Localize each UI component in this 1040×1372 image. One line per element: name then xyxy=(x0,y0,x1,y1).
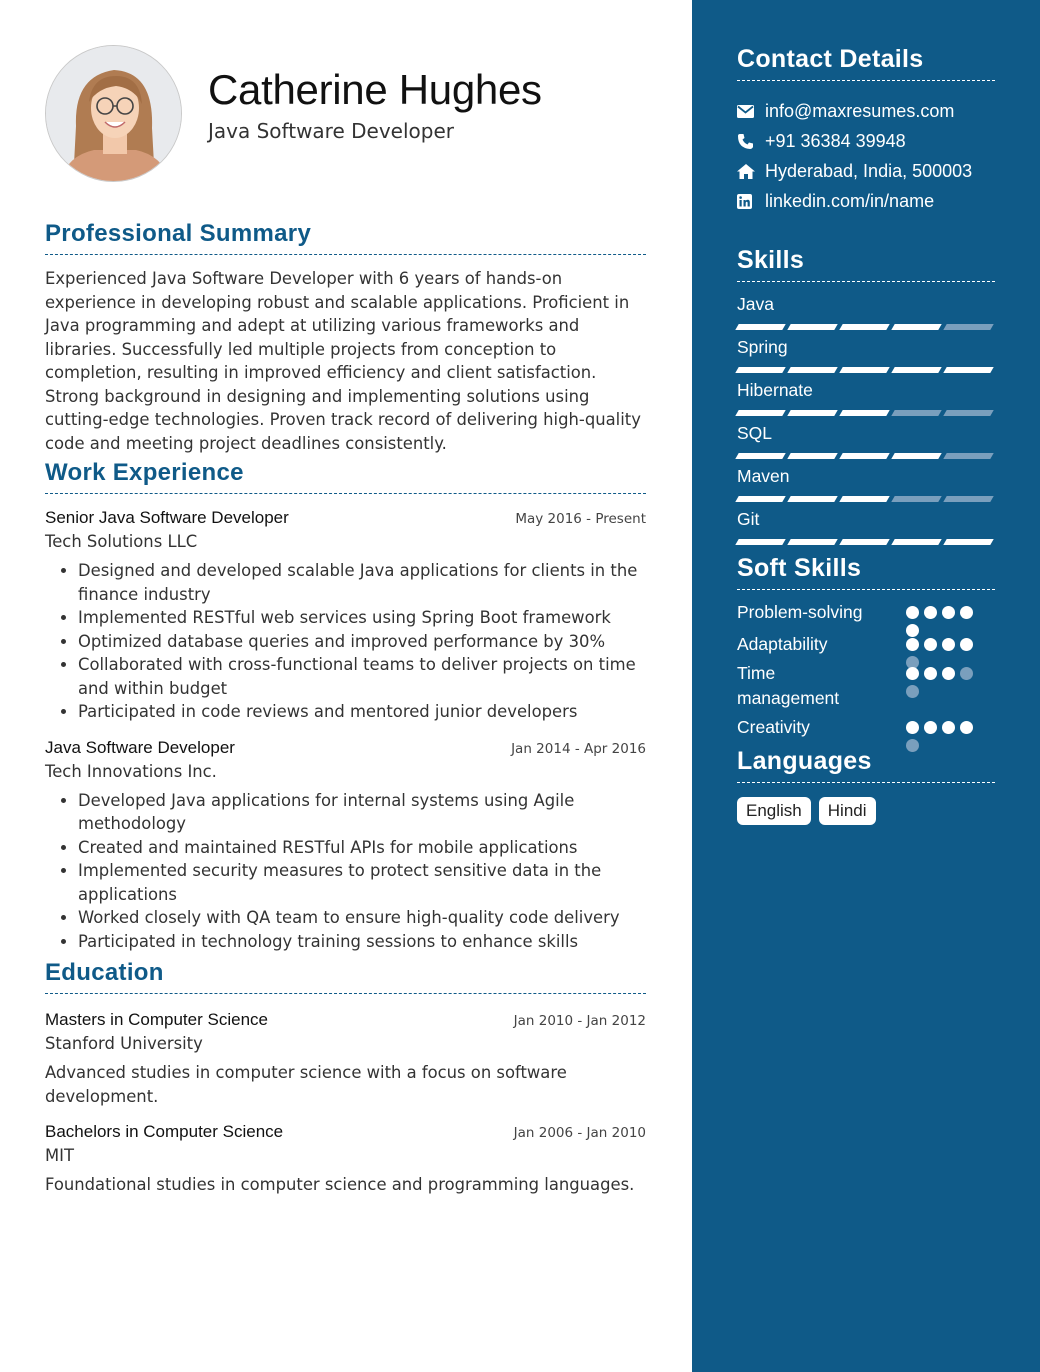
skills-section xyxy=(737,246,995,550)
rating-bar xyxy=(891,496,941,502)
skill-rating xyxy=(737,367,995,373)
rating-bar xyxy=(787,453,837,459)
job-company: Tech Solutions LLC xyxy=(45,532,198,551)
rating-dot xyxy=(906,638,919,651)
rating-dot xyxy=(906,606,919,619)
job-entry xyxy=(45,738,646,954)
skill-rating xyxy=(737,539,995,545)
sidebar xyxy=(692,0,1040,1372)
rating-bar xyxy=(787,539,837,545)
rating-bar xyxy=(943,453,993,459)
rating-dot xyxy=(942,667,955,680)
skills-list xyxy=(737,292,995,550)
skill-rating xyxy=(737,410,995,416)
soft-skills-section xyxy=(737,554,995,745)
education-date: Jan 2010 - Jan 2012 xyxy=(513,1013,646,1029)
skill-item xyxy=(737,464,995,507)
soft-skill-item xyxy=(737,661,995,715)
rating-dot xyxy=(960,606,973,619)
rating-dot xyxy=(906,685,919,698)
rating-bar xyxy=(943,539,993,545)
rating-bar xyxy=(943,410,993,416)
rating-bar xyxy=(787,324,837,330)
degree-title: Masters in Computer Science xyxy=(45,1010,268,1029)
rating-bar xyxy=(787,410,837,416)
skill-item xyxy=(737,378,995,421)
list-item: • Created and maintained RESTful APIs for mobile applications xyxy=(78,836,646,860)
rating-bar xyxy=(839,410,889,416)
job-title: Senior Java Software Developer xyxy=(45,508,289,527)
experience-heading: Work Experience xyxy=(45,459,646,494)
list-item: • Participated in code reviews and mentored junior developers xyxy=(78,700,646,724)
contact-phone[interactable] xyxy=(737,126,995,156)
job-bullets xyxy=(45,789,646,954)
rating-bar xyxy=(891,539,941,545)
phone-icon xyxy=(737,133,765,150)
job-date: Jan 2014 - Apr 2016 xyxy=(511,740,646,757)
contact-email[interactable] xyxy=(737,96,995,126)
rating-dot xyxy=(960,721,973,734)
rating-dot xyxy=(924,667,937,680)
contact-heading: Contact Details xyxy=(737,45,995,81)
education-entry xyxy=(45,1122,646,1197)
language-badge: English xyxy=(737,797,811,825)
rating-dot xyxy=(924,721,937,734)
list-item: • Optimized database queries and improved performance by 30% xyxy=(78,630,646,654)
skill-item xyxy=(737,292,995,335)
rating-dot xyxy=(960,638,973,651)
rating-bar xyxy=(891,453,941,459)
rating-bar xyxy=(735,367,785,373)
linkedin-text: linkedin.com/in/name xyxy=(765,190,935,211)
profile-photo xyxy=(46,46,182,182)
soft-skill-name: Problem-solving xyxy=(737,602,863,622)
rating-dot xyxy=(924,606,937,619)
job-bullets xyxy=(45,559,646,724)
rating-dot xyxy=(906,721,919,734)
soft-skill-name: Time management xyxy=(737,663,840,708)
rating-bar xyxy=(891,367,941,373)
list-item: • Worked closely with QA team to ensure high-quality code delivery xyxy=(78,906,646,930)
rating-bar xyxy=(839,496,889,502)
job-title: Java Software Developer xyxy=(45,737,235,757)
rating-bar xyxy=(787,496,837,502)
skill-rating xyxy=(737,496,995,502)
rating-bar xyxy=(735,496,785,502)
contact-linkedin[interactable] xyxy=(737,186,995,216)
soft-skill-item xyxy=(737,600,995,632)
rating-bar xyxy=(943,324,993,330)
envelope-icon xyxy=(737,105,765,118)
rating-dot xyxy=(924,638,937,651)
rating-dot xyxy=(906,667,919,680)
rating-bar xyxy=(735,453,785,459)
list-item: • Implemented security measures to protect sensitive data in the applications xyxy=(78,859,646,906)
rating-dot xyxy=(942,606,955,619)
language-badge: Hindi xyxy=(819,797,876,825)
rating-bar xyxy=(943,496,993,502)
education-date: Jan 2006 - Jan 2010 xyxy=(513,1125,646,1141)
soft-skill-name: Adaptability xyxy=(737,634,828,654)
candidate-name: Catherine Hughes xyxy=(208,66,542,113)
rating-bar xyxy=(891,324,941,330)
address-text: Hyderabad, India, 500003 xyxy=(765,160,973,181)
skill-name: Java xyxy=(737,294,774,314)
skill-item xyxy=(737,507,995,550)
rating-bar xyxy=(839,324,889,330)
skill-name: Spring xyxy=(737,337,788,357)
skills-heading: Skills xyxy=(737,246,995,282)
rating-bar xyxy=(839,367,889,373)
avatar xyxy=(45,45,182,182)
soft-skill-item xyxy=(737,632,995,661)
languages-heading: Languages xyxy=(737,747,995,783)
contact-address xyxy=(737,156,995,186)
skill-rating xyxy=(737,324,995,330)
rating-bar xyxy=(943,367,993,373)
contact-section xyxy=(737,45,995,216)
summary-section xyxy=(45,220,646,455)
summary-text: Experienced Java Software Developer with 6 years of hands-on experience in developing robust and scalable applications. Proficient in Java programming and adept at utilizing various frameworks and libraries. Successfully led multiple projects from conception to completion, resulting in improved efficiency and client satisfaction. Strong background in designing and implementing solutions using cutting-edge technologies. Proven track record of delivering high-quality code and meeting project deadlines consistently. xyxy=(45,269,641,453)
rating-dot xyxy=(942,638,955,651)
job-date: May 2016 - Present xyxy=(515,511,646,527)
rating-bar xyxy=(735,539,785,545)
list-item: • Participated in technology training sessions to enhance skills xyxy=(78,930,646,954)
phone-text: +91 36384 39948 xyxy=(765,130,906,151)
linkedin-icon xyxy=(737,194,765,209)
skill-name: Maven xyxy=(737,466,790,486)
languages-list xyxy=(737,797,995,825)
list-item: • Developed Java applications for internal systems using Agile methodology xyxy=(78,789,646,836)
list-item: • Designed and developed scalable Java applications for clients in the finance industry xyxy=(78,559,646,606)
rating-dot xyxy=(942,721,955,734)
education-description: Foundational studies in computer science and programming languages. xyxy=(45,1175,635,1194)
school-name: Stanford University xyxy=(45,1034,203,1053)
skill-name: Hibernate xyxy=(737,380,813,400)
education-description: Advanced studies in computer science with a focus on software development. xyxy=(45,1063,567,1106)
skill-name: Git xyxy=(737,509,760,529)
list-item: • Collaborated with cross-functional teams to deliver projects on time and within budget xyxy=(78,653,646,700)
rating-bar xyxy=(839,539,889,545)
job-company: Tech Innovations Inc. xyxy=(45,761,217,781)
school-name: MIT xyxy=(45,1146,74,1165)
soft-skills-heading: Soft Skills xyxy=(737,554,995,590)
education-section xyxy=(45,959,646,1197)
soft-skill-name: Creativity xyxy=(737,717,810,737)
experience-section xyxy=(45,459,646,953)
degree-title: Bachelors in Computer Science xyxy=(45,1122,284,1141)
education-heading: Education xyxy=(45,959,646,994)
rating-bar xyxy=(735,410,785,416)
list-item: • Implemented RESTful web services using Spring Boot framework xyxy=(78,606,646,630)
education-entry xyxy=(45,1010,646,1108)
soft-skills-list xyxy=(737,600,995,745)
email-text: info@maxresumes.com xyxy=(765,100,955,121)
rating-bar xyxy=(891,410,941,416)
rating-bar xyxy=(839,453,889,459)
languages-section xyxy=(737,747,995,825)
skill-name: SQL xyxy=(737,423,773,443)
rating-bar xyxy=(787,367,837,373)
summary-heading: Professional Summary xyxy=(45,220,646,255)
rating-bar xyxy=(735,324,785,330)
soft-skill-item xyxy=(737,715,995,745)
skill-rating xyxy=(737,453,995,459)
skill-item xyxy=(737,421,995,464)
job-entry xyxy=(45,508,646,724)
skill-item xyxy=(737,335,995,378)
home-icon xyxy=(737,164,765,179)
rating-dot xyxy=(960,667,973,680)
candidate-title: Java Software Developer xyxy=(208,119,454,143)
